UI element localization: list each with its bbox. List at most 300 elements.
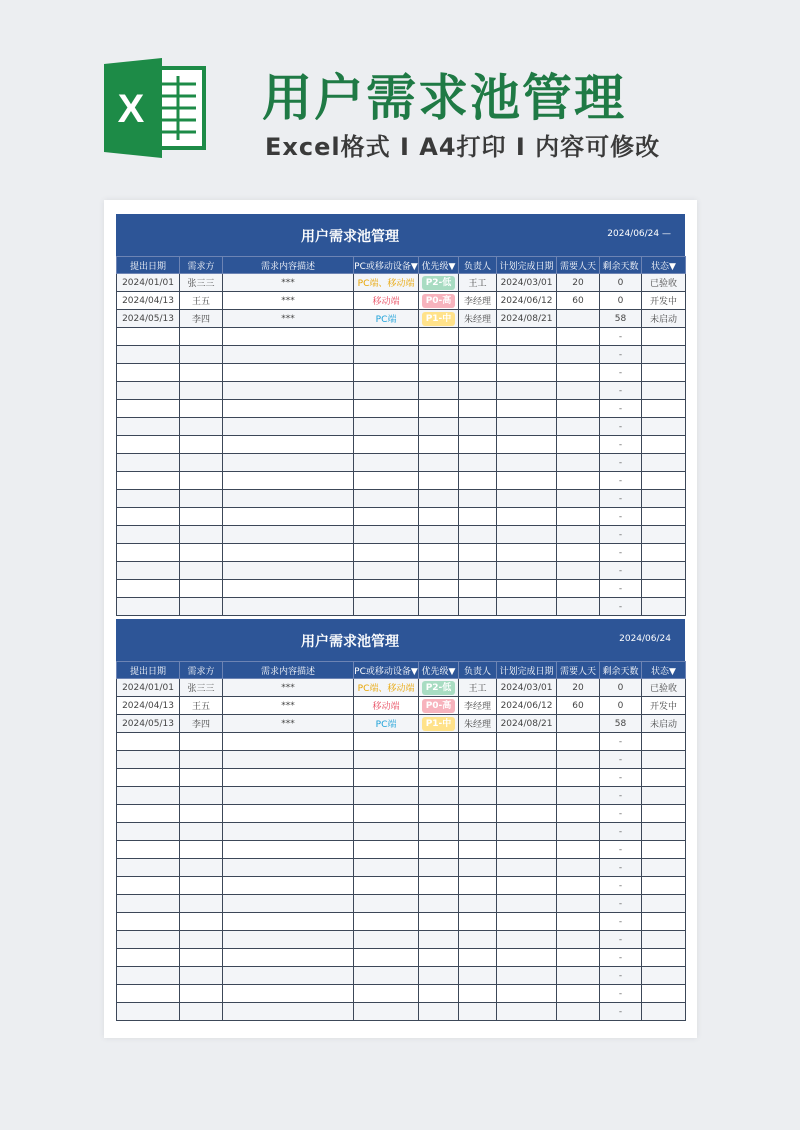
empty-cell[interactable] (117, 877, 180, 895)
cell-priority[interactable] (419, 274, 459, 292)
empty-cell[interactable] (180, 328, 223, 346)
empty-row[interactable] (117, 985, 686, 1003)
cell-owner[interactable]: 李经理 (459, 697, 497, 715)
empty-cell[interactable] (642, 562, 686, 580)
empty-cell[interactable] (180, 769, 223, 787)
empty-cell[interactable] (557, 949, 600, 967)
cell-man-days[interactable]: 60 (557, 292, 600, 310)
empty-row[interactable] (117, 931, 686, 949)
empty-cell[interactable] (459, 769, 497, 787)
empty-cell[interactable] (223, 580, 354, 598)
empty-cell[interactable] (419, 346, 459, 364)
empty-cell[interactable] (459, 823, 497, 841)
empty-cell[interactable] (223, 1003, 354, 1021)
empty-cell[interactable] (459, 931, 497, 949)
empty-cell[interactable] (497, 877, 557, 895)
empty-cell[interactable] (642, 841, 686, 859)
empty-row[interactable] (117, 805, 686, 823)
empty-cell[interactable]: - (600, 877, 642, 895)
empty-cell[interactable] (557, 598, 600, 616)
empty-cell[interactable] (223, 382, 354, 400)
table-row[interactable] (117, 292, 686, 310)
empty-cell[interactable] (557, 508, 600, 526)
empty-cell[interactable] (180, 787, 223, 805)
empty-row[interactable] (117, 436, 686, 454)
empty-cell[interactable]: - (600, 787, 642, 805)
empty-cell[interactable] (459, 877, 497, 895)
empty-cell[interactable] (419, 382, 459, 400)
empty-cell[interactable]: - (600, 454, 642, 472)
empty-cell[interactable] (459, 544, 497, 562)
empty-row[interactable] (117, 877, 686, 895)
empty-cell[interactable] (557, 877, 600, 895)
empty-cell[interactable] (117, 598, 180, 616)
empty-cell[interactable] (354, 913, 419, 931)
empty-cell[interactable] (223, 805, 354, 823)
empty-cell[interactable] (180, 436, 223, 454)
empty-cell[interactable] (557, 346, 600, 364)
empty-cell[interactable] (117, 400, 180, 418)
empty-cell[interactable] (354, 751, 419, 769)
empty-cell[interactable] (497, 526, 557, 544)
cell-device[interactable]: 移动端 (354, 292, 419, 310)
empty-cell[interactable] (354, 580, 419, 598)
empty-cell[interactable] (117, 859, 180, 877)
empty-cell[interactable] (557, 823, 600, 841)
empty-cell[interactable] (117, 364, 180, 382)
empty-cell[interactable] (557, 841, 600, 859)
empty-cell[interactable] (180, 841, 223, 859)
cell-owner[interactable]: 王工 (459, 274, 497, 292)
empty-cell[interactable] (419, 967, 459, 985)
empty-cell[interactable] (459, 562, 497, 580)
empty-cell[interactable]: - (600, 823, 642, 841)
empty-row[interactable] (117, 490, 686, 508)
empty-cell[interactable] (642, 400, 686, 418)
empty-cell[interactable] (223, 751, 354, 769)
empty-cell[interactable] (354, 1003, 419, 1021)
empty-cell[interactable]: - (600, 544, 642, 562)
empty-cell[interactable]: - (600, 598, 642, 616)
empty-cell[interactable] (459, 580, 497, 598)
empty-cell[interactable] (497, 328, 557, 346)
empty-cell[interactable] (497, 508, 557, 526)
empty-cell[interactable] (117, 895, 180, 913)
empty-cell[interactable] (223, 787, 354, 805)
empty-cell[interactable] (419, 787, 459, 805)
cell-man-days[interactable]: 60 (557, 697, 600, 715)
empty-row[interactable] (117, 364, 686, 382)
empty-cell[interactable] (497, 1003, 557, 1021)
empty-cell[interactable] (223, 562, 354, 580)
empty-cell[interactable]: - (600, 1003, 642, 1021)
empty-cell[interactable] (223, 490, 354, 508)
empty-cell[interactable]: - (600, 751, 642, 769)
empty-cell[interactable] (557, 454, 600, 472)
empty-row[interactable] (117, 859, 686, 877)
empty-cell[interactable] (459, 472, 497, 490)
cell-requester[interactable]: 王五 (180, 697, 223, 715)
empty-cell[interactable] (354, 544, 419, 562)
empty-cell[interactable] (223, 400, 354, 418)
cell-priority[interactable] (419, 679, 459, 697)
cell-requester[interactable]: 王五 (180, 292, 223, 310)
empty-row[interactable] (117, 787, 686, 805)
empty-cell[interactable] (642, 382, 686, 400)
empty-cell[interactable] (642, 418, 686, 436)
cell-submit-date[interactable]: 2024/04/13 (117, 697, 180, 715)
empty-cell[interactable] (642, 787, 686, 805)
cell-priority[interactable] (419, 292, 459, 310)
empty-cell[interactable] (180, 805, 223, 823)
cell-man-days[interactable] (557, 715, 600, 733)
empty-cell[interactable] (180, 580, 223, 598)
empty-cell[interactable] (419, 913, 459, 931)
empty-cell[interactable] (180, 508, 223, 526)
cell-requester[interactable]: 李四 (180, 715, 223, 733)
cell-priority[interactable] (419, 310, 459, 328)
empty-cell[interactable] (354, 895, 419, 913)
empty-cell[interactable] (117, 913, 180, 931)
empty-cell[interactable] (497, 949, 557, 967)
empty-cell[interactable] (557, 562, 600, 580)
empty-cell[interactable] (354, 841, 419, 859)
empty-cell[interactable] (354, 454, 419, 472)
empty-cell[interactable] (459, 364, 497, 382)
empty-cell[interactable] (642, 544, 686, 562)
empty-cell[interactable] (117, 931, 180, 949)
empty-cell[interactable] (354, 364, 419, 382)
empty-cell[interactable] (497, 346, 557, 364)
empty-row[interactable] (117, 733, 686, 751)
empty-cell[interactable] (180, 526, 223, 544)
empty-cell[interactable] (459, 949, 497, 967)
empty-cell[interactable] (642, 364, 686, 382)
empty-cell[interactable]: - (600, 967, 642, 985)
empty-cell[interactable] (117, 418, 180, 436)
empty-cell[interactable] (223, 472, 354, 490)
cell-owner[interactable]: 王工 (459, 679, 497, 697)
empty-cell[interactable] (223, 526, 354, 544)
empty-cell[interactable] (354, 787, 419, 805)
empty-cell[interactable] (557, 544, 600, 562)
empty-cell[interactable] (419, 1003, 459, 1021)
empty-row[interactable] (117, 913, 686, 931)
empty-cell[interactable] (497, 931, 557, 949)
empty-cell[interactable] (354, 346, 419, 364)
empty-cell[interactable] (557, 931, 600, 949)
empty-cell[interactable] (354, 967, 419, 985)
empty-cell[interactable] (642, 436, 686, 454)
empty-cell[interactable] (497, 472, 557, 490)
empty-cell[interactable] (419, 526, 459, 544)
empty-cell[interactable] (557, 526, 600, 544)
empty-cell[interactable] (497, 562, 557, 580)
empty-cell[interactable] (419, 490, 459, 508)
empty-cell[interactable] (117, 751, 180, 769)
cell-submit-date[interactable]: 2024/04/13 (117, 292, 180, 310)
col-status[interactable]: 状态▼ (642, 257, 686, 274)
empty-cell[interactable] (223, 985, 354, 1003)
empty-cell[interactable]: - (600, 805, 642, 823)
empty-cell[interactable]: - (600, 949, 642, 967)
empty-cell[interactable] (354, 562, 419, 580)
empty-cell[interactable] (642, 859, 686, 877)
empty-cell[interactable] (642, 877, 686, 895)
empty-cell[interactable] (459, 400, 497, 418)
empty-cell[interactable] (223, 769, 354, 787)
table-row[interactable] (117, 310, 686, 328)
empty-cell[interactable] (117, 382, 180, 400)
empty-cell[interactable] (180, 472, 223, 490)
empty-cell[interactable] (459, 751, 497, 769)
empty-cell[interactable] (419, 877, 459, 895)
empty-cell[interactable] (642, 733, 686, 751)
empty-cell[interactable] (180, 562, 223, 580)
empty-cell[interactable] (223, 364, 354, 382)
empty-cell[interactable] (117, 769, 180, 787)
empty-cell[interactable] (117, 562, 180, 580)
cell-status[interactable]: 已验收 (642, 274, 686, 292)
empty-cell[interactable] (117, 436, 180, 454)
cell-submit-date[interactable]: 2024/01/01 (117, 274, 180, 292)
empty-cell[interactable] (223, 859, 354, 877)
empty-cell[interactable] (419, 769, 459, 787)
empty-cell[interactable] (459, 382, 497, 400)
empty-cell[interactable] (497, 895, 557, 913)
empty-row[interactable] (117, 382, 686, 400)
empty-cell[interactable] (642, 508, 686, 526)
empty-cell[interactable] (180, 418, 223, 436)
empty-cell[interactable] (557, 895, 600, 913)
empty-cell[interactable] (354, 382, 419, 400)
empty-cell[interactable] (419, 598, 459, 616)
empty-cell[interactable]: - (600, 526, 642, 544)
empty-cell[interactable] (642, 346, 686, 364)
empty-cell[interactable] (419, 841, 459, 859)
empty-row[interactable] (117, 751, 686, 769)
empty-row[interactable] (117, 472, 686, 490)
empty-cell[interactable] (642, 805, 686, 823)
empty-cell[interactable]: - (600, 913, 642, 931)
empty-cell[interactable] (354, 733, 419, 751)
empty-row[interactable] (117, 1003, 686, 1021)
cell-device[interactable]: 移动端 (354, 697, 419, 715)
empty-row[interactable] (117, 967, 686, 985)
cell-man-days[interactable]: 20 (557, 679, 600, 697)
empty-cell[interactable] (354, 859, 419, 877)
cell-device[interactable]: PC端、移动端 (354, 274, 419, 292)
empty-cell[interactable] (642, 913, 686, 931)
empty-cell[interactable] (459, 733, 497, 751)
cell-status[interactable]: 开发中 (642, 697, 686, 715)
empty-cell[interactable] (497, 382, 557, 400)
empty-cell[interactable] (459, 346, 497, 364)
empty-cell[interactable] (419, 328, 459, 346)
empty-cell[interactable] (642, 769, 686, 787)
empty-row[interactable] (117, 895, 686, 913)
empty-cell[interactable] (497, 841, 557, 859)
empty-cell[interactable] (180, 382, 223, 400)
empty-cell[interactable] (180, 751, 223, 769)
empty-cell[interactable] (497, 967, 557, 985)
empty-cell[interactable] (459, 895, 497, 913)
empty-cell[interactable] (180, 733, 223, 751)
empty-cell[interactable] (642, 823, 686, 841)
empty-cell[interactable] (419, 562, 459, 580)
empty-cell[interactable] (180, 895, 223, 913)
empty-cell[interactable]: - (600, 346, 642, 364)
empty-cell[interactable]: - (600, 931, 642, 949)
empty-cell[interactable] (419, 454, 459, 472)
empty-cell[interactable] (117, 526, 180, 544)
cell-plan-date[interactable]: 2024/03/01 (497, 274, 557, 292)
empty-cell[interactable] (497, 985, 557, 1003)
empty-cell[interactable] (459, 805, 497, 823)
empty-cell[interactable] (419, 436, 459, 454)
cell-plan-date[interactable]: 2024/08/21 (497, 310, 557, 328)
empty-cell[interactable] (419, 508, 459, 526)
empty-cell[interactable] (180, 985, 223, 1003)
empty-cell[interactable] (459, 490, 497, 508)
empty-cell[interactable] (354, 490, 419, 508)
empty-row[interactable] (117, 598, 686, 616)
empty-row[interactable] (117, 508, 686, 526)
empty-cell[interactable] (419, 859, 459, 877)
empty-cell[interactable] (419, 805, 459, 823)
empty-cell[interactable] (354, 985, 419, 1003)
empty-row[interactable] (117, 580, 686, 598)
empty-cell[interactable] (117, 805, 180, 823)
empty-cell[interactable]: - (600, 859, 642, 877)
empty-cell[interactable] (642, 598, 686, 616)
empty-cell[interactable] (223, 841, 354, 859)
empty-row[interactable] (117, 841, 686, 859)
empty-cell[interactable] (223, 895, 354, 913)
empty-cell[interactable]: - (600, 733, 642, 751)
col-device[interactable]: PC或移动设备▼ (354, 662, 419, 679)
empty-cell[interactable]: - (600, 436, 642, 454)
cell-requester[interactable]: 张三三 (180, 679, 223, 697)
empty-cell[interactable]: - (600, 382, 642, 400)
empty-cell[interactable] (459, 967, 497, 985)
empty-cell[interactable] (354, 949, 419, 967)
cell-status[interactable]: 开发中 (642, 292, 686, 310)
empty-cell[interactable] (497, 580, 557, 598)
empty-cell[interactable] (497, 913, 557, 931)
empty-cell[interactable]: - (600, 841, 642, 859)
empty-cell[interactable] (354, 400, 419, 418)
empty-cell[interactable] (419, 544, 459, 562)
empty-cell[interactable] (557, 382, 600, 400)
cell-description[interactable]: *** (223, 292, 354, 310)
cell-submit-date[interactable]: 2024/05/13 (117, 310, 180, 328)
empty-cell[interactable] (497, 598, 557, 616)
empty-cell[interactable] (459, 454, 497, 472)
cell-status[interactable]: 未启动 (642, 310, 686, 328)
empty-cell[interactable] (354, 823, 419, 841)
empty-cell[interactable] (117, 985, 180, 1003)
empty-cell[interactable] (557, 472, 600, 490)
empty-cell[interactable]: - (600, 328, 642, 346)
empty-cell[interactable] (117, 580, 180, 598)
empty-cell[interactable] (117, 823, 180, 841)
empty-row[interactable] (117, 346, 686, 364)
empty-cell[interactable] (419, 472, 459, 490)
empty-row[interactable] (117, 454, 686, 472)
empty-cell[interactable] (180, 877, 223, 895)
cell-description[interactable]: *** (223, 697, 354, 715)
cell-owner[interactable]: 朱经理 (459, 715, 497, 733)
empty-cell[interactable] (419, 949, 459, 967)
table-row[interactable] (117, 274, 686, 292)
empty-cell[interactable] (354, 805, 419, 823)
empty-cell[interactable] (354, 436, 419, 454)
empty-cell[interactable] (180, 967, 223, 985)
empty-row[interactable] (117, 562, 686, 580)
empty-cell[interactable] (497, 490, 557, 508)
empty-cell[interactable] (642, 472, 686, 490)
empty-cell[interactable] (223, 877, 354, 895)
empty-cell[interactable] (557, 418, 600, 436)
cell-owner[interactable]: 李经理 (459, 292, 497, 310)
empty-cell[interactable] (642, 328, 686, 346)
empty-cell[interactable]: - (600, 364, 642, 382)
empty-row[interactable] (117, 769, 686, 787)
empty-cell[interactable] (180, 346, 223, 364)
cell-plan-date[interactable]: 2024/06/12 (497, 697, 557, 715)
empty-cell[interactable] (642, 1003, 686, 1021)
empty-cell[interactable] (419, 823, 459, 841)
empty-cell[interactable] (459, 859, 497, 877)
empty-cell[interactable] (117, 967, 180, 985)
empty-cell[interactable] (557, 967, 600, 985)
empty-cell[interactable] (117, 346, 180, 364)
cell-requester[interactable]: 张三三 (180, 274, 223, 292)
cell-plan-date[interactable]: 2024/06/12 (497, 292, 557, 310)
empty-cell[interactable] (557, 400, 600, 418)
empty-cell[interactable] (180, 364, 223, 382)
empty-cell[interactable] (497, 823, 557, 841)
empty-cell[interactable] (557, 985, 600, 1003)
empty-cell[interactable] (419, 580, 459, 598)
cell-plan-date[interactable]: 2024/03/01 (497, 679, 557, 697)
empty-cell[interactable] (117, 1003, 180, 1021)
empty-cell[interactable] (557, 328, 600, 346)
empty-cell[interactable] (419, 895, 459, 913)
empty-cell[interactable] (459, 841, 497, 859)
empty-cell[interactable] (557, 805, 600, 823)
empty-cell[interactable] (180, 598, 223, 616)
empty-row[interactable] (117, 418, 686, 436)
empty-cell[interactable] (354, 598, 419, 616)
empty-cell[interactable] (497, 733, 557, 751)
cell-requester[interactable]: 李四 (180, 310, 223, 328)
col-priority[interactable]: 优先级▼ (419, 662, 459, 679)
empty-cell[interactable]: - (600, 508, 642, 526)
empty-cell[interactable]: - (600, 490, 642, 508)
empty-cell[interactable] (557, 436, 600, 454)
cell-description[interactable]: *** (223, 274, 354, 292)
empty-cell[interactable] (354, 418, 419, 436)
cell-submit-date[interactable]: 2024/01/01 (117, 679, 180, 697)
cell-status[interactable]: 已验收 (642, 679, 686, 697)
empty-cell[interactable] (419, 985, 459, 1003)
empty-cell[interactable] (117, 841, 180, 859)
empty-cell[interactable] (354, 508, 419, 526)
cell-status[interactable]: 未启动 (642, 715, 686, 733)
empty-cell[interactable] (557, 1003, 600, 1021)
